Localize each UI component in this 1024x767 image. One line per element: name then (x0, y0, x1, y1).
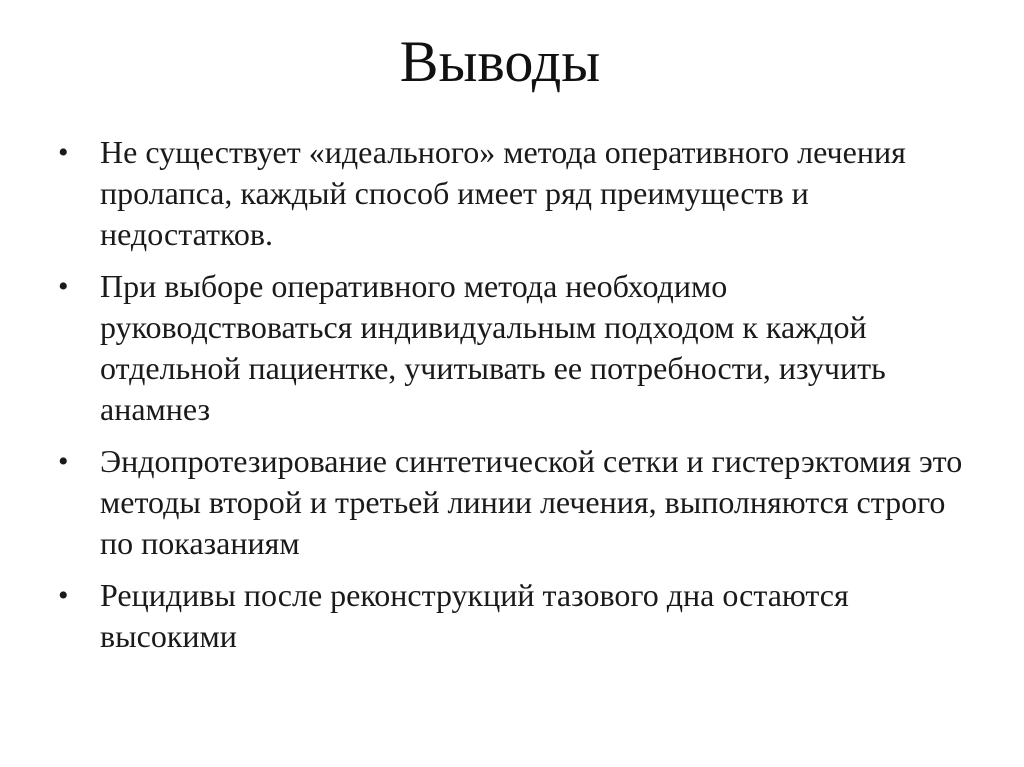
bullet-list (58, 132, 980, 668)
bullet-marker: • (58, 136, 69, 169)
bullet-item (58, 266, 980, 430)
bullet-item (58, 575, 980, 657)
bullet-item (58, 132, 980, 255)
slide-title: Выводы (399, 29, 601, 94)
bullet-marker: • (58, 579, 69, 612)
bullet-text: При выборе оперативного метода необходимо руководствоваться индивидуальным подходом к каждой отдельной пациентке, учитывать ее потребности, изучить анамнез (100, 268, 886, 427)
bullet-marker: • (58, 445, 69, 478)
bullet-item (58, 441, 980, 564)
bullet-text: Рецидивы после реконструкций тазового дна остаются высокими (100, 577, 849, 654)
bullet-text: Эндопротезирование синтетической сетки и гистерэктомия это методы второй и третьей линии лечения, выполняются строго по показаниям (100, 443, 963, 561)
bullet-text: Не существует «идеального» метода оперативного лечения пролапса, каждый способ имеет ряд преимуществ и недостатков. (100, 134, 906, 252)
bullet-marker: • (58, 270, 69, 303)
